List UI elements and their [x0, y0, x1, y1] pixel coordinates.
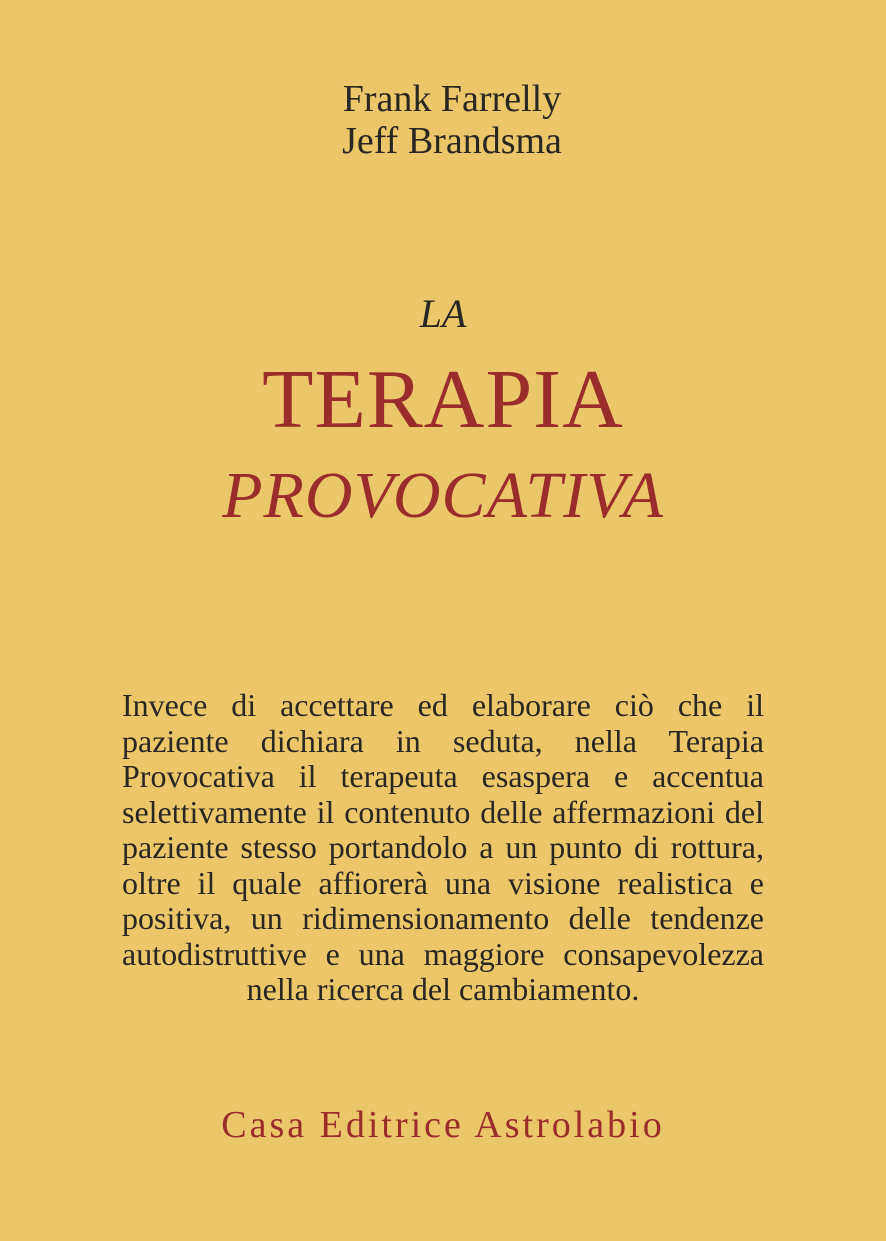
title-main: TERAPIA: [262, 353, 624, 446]
title-subtitle: PROVOCATIVA: [222, 459, 664, 532]
author-name: Frank Farrelly: [342, 78, 562, 120]
title-article: LA: [419, 291, 467, 336]
author-name: Jeff Brandsma: [342, 120, 562, 162]
authors: [0, 78, 886, 162]
blurb-text: Invece di accettare ed elaborare ciò che il paziente dichiara in seduta, nella Terapia Provocativa il terapeuta esaspera e accentua selettivamente il contenuto delle affermazioni del paziente stesso portandolo a un punto di rottura, oltre il quale affiorerà una visione realistica e positiva, un ridimensionamento delle tendenze autodistruttive e una maggiore consapevolezza nella ricerca del cambiamento.: [122, 687, 764, 1007]
publisher-name: Casa Editrice Astrolabio: [221, 1104, 665, 1146]
